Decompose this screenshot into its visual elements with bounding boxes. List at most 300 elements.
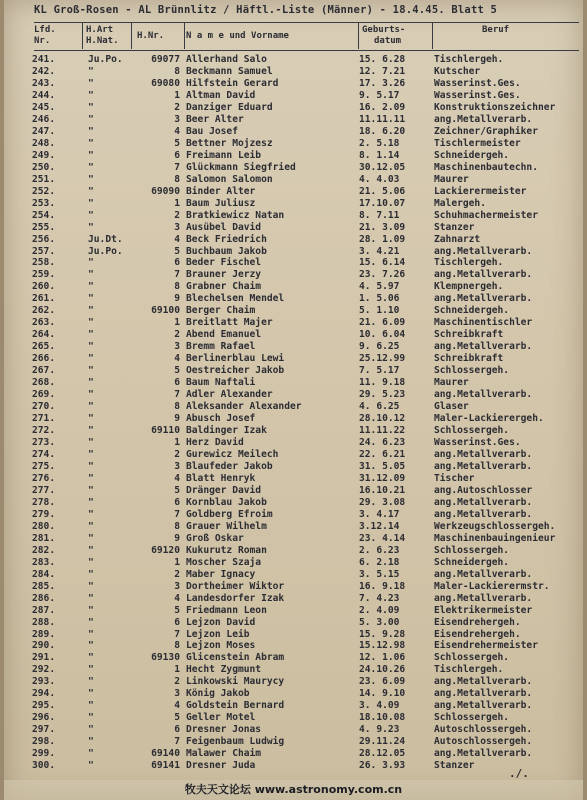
birth-date: 3. 4.09 xyxy=(359,700,400,712)
table-row xyxy=(4,533,583,545)
prisoner-name: Freimann Leib xyxy=(186,149,262,161)
occupation: Glaser xyxy=(434,401,469,413)
prisoner-name: Goldstein Bernard xyxy=(186,700,285,712)
row-number: 283. xyxy=(32,556,56,568)
prisoner-number: 3 xyxy=(174,688,180,700)
prisoner-name: Grabner Chaim xyxy=(186,281,262,293)
row-number: 289. xyxy=(32,628,56,640)
prisoner-name: König Jakob xyxy=(186,688,250,700)
row-number: 269. xyxy=(32,389,56,401)
prisoner-number: 69120 xyxy=(151,544,180,556)
row-number: 252. xyxy=(32,185,56,197)
prisoner-category: " xyxy=(88,77,94,89)
prisoner-number: 5 xyxy=(174,484,180,496)
prisoner-number: 6 xyxy=(174,149,180,161)
prisoner-name: Goldberg Efroim xyxy=(186,508,273,520)
birth-date: 9. 5.17 xyxy=(359,89,400,101)
row-number: 246. xyxy=(32,113,56,125)
prisoner-name: Hecht Zygmunt xyxy=(186,664,262,676)
birth-date: 11.11.11 xyxy=(359,113,406,125)
birth-date: 30.12.05 xyxy=(359,161,406,173)
prisoner-category: " xyxy=(88,712,94,724)
row-number: 267. xyxy=(32,365,56,377)
table-row xyxy=(4,640,583,652)
birth-date: 31. 5.05 xyxy=(359,460,406,472)
header-bottom-rule xyxy=(34,50,579,51)
occupation: Tischer xyxy=(434,472,475,484)
row-number: 280. xyxy=(32,520,56,532)
prisoner-name: Glückmann Siegfried xyxy=(186,161,296,173)
row-number: 261. xyxy=(32,293,56,305)
prisoner-category: " xyxy=(88,544,94,556)
col-art-line2: H.Nat. xyxy=(86,36,119,46)
prisoner-number: 6 xyxy=(174,724,180,736)
row-number: 258. xyxy=(32,257,56,269)
row-number: 255. xyxy=(32,221,56,233)
prisoner-name: Hilfstein Gerard xyxy=(186,77,279,89)
prisoner-category: " xyxy=(88,341,94,353)
birth-date: 18. 6.20 xyxy=(359,125,406,137)
birth-date: 18.10.08 xyxy=(359,712,406,724)
birth-date: 26. 3.93 xyxy=(359,760,406,772)
table-row xyxy=(4,724,583,736)
prisoner-category: Ju.Po. xyxy=(88,245,123,257)
prisoner-name: Linkowski Maurycy xyxy=(186,676,285,688)
prisoner-category: " xyxy=(88,209,94,221)
row-number: 247. xyxy=(32,125,56,137)
birth-date: 25.12.99 xyxy=(359,353,406,365)
prisoner-name: Dortheimer Wiktor xyxy=(186,580,285,592)
prisoner-name: Breitlatt Majer xyxy=(186,317,273,329)
birth-date: 16.10.21 xyxy=(359,484,406,496)
table-row xyxy=(4,138,583,150)
prisoner-category: " xyxy=(88,113,94,125)
prisoner-category: " xyxy=(88,317,94,329)
prisoner-category: " xyxy=(88,65,94,77)
prisoner-number: 6 xyxy=(174,496,180,508)
col-date-line1: Geburts- xyxy=(362,25,406,35)
table-row xyxy=(4,317,583,329)
table-row xyxy=(4,676,583,688)
prisoner-name: Buchbaum Jakob xyxy=(186,245,267,257)
table-row xyxy=(4,281,583,293)
prisoner-category: " xyxy=(88,281,94,293)
birth-date: 6. 2.18 xyxy=(359,556,400,568)
birth-date: 28. 1.09 xyxy=(359,233,406,245)
prisoner-category: " xyxy=(88,556,94,568)
prisoner-category: " xyxy=(88,604,94,616)
prisoner-category: Ju.Po. xyxy=(88,54,123,65)
occupation: Werkzeugschlossergeh. xyxy=(434,520,556,532)
table-row xyxy=(4,473,583,485)
prisoner-category: " xyxy=(88,401,94,413)
col-nr-line2: Nr. xyxy=(34,36,51,46)
table-row xyxy=(4,329,583,341)
occupation: Schlossergeh. xyxy=(434,544,510,556)
table-row xyxy=(4,629,583,641)
prisoner-category: " xyxy=(88,413,94,425)
col-name: N a m e und Vorname xyxy=(186,31,289,41)
prisoner-number: 8 xyxy=(174,65,180,77)
birth-date: 9. 6.25 xyxy=(359,341,400,353)
table-row xyxy=(4,102,583,114)
table-row xyxy=(4,569,583,581)
occupation: Malergeh. xyxy=(434,197,486,209)
prisoner-name: Dränger David xyxy=(186,484,262,496)
table-row xyxy=(4,389,583,401)
occupation: ang.Metallverarb. xyxy=(434,508,533,520)
table-row xyxy=(4,246,583,258)
occupation: Lackierermeister xyxy=(434,185,527,197)
prisoner-number: 9 xyxy=(174,293,180,305)
row-number: 288. xyxy=(32,616,56,628)
row-number: 292. xyxy=(32,664,56,676)
prisoner-category: " xyxy=(88,472,94,484)
table-row xyxy=(4,174,583,186)
prisoner-number: 69100 xyxy=(151,305,180,317)
table-row xyxy=(4,257,583,269)
row-number: 257. xyxy=(32,245,56,257)
row-number: 253. xyxy=(32,197,56,209)
table-row xyxy=(4,66,583,78)
occupation: Tischlergeh. xyxy=(434,664,504,676)
occupation: Schneidergeh. xyxy=(434,149,510,161)
row-number: 243. xyxy=(32,77,56,89)
prisoner-number: 69130 xyxy=(151,652,180,664)
prisoner-number: 1 xyxy=(174,556,180,568)
birth-date: 23. 4.14 xyxy=(359,532,406,544)
table-row xyxy=(4,198,583,210)
prisoner-name: Ausübel David xyxy=(186,221,262,233)
row-number: 284. xyxy=(32,568,56,580)
table-row xyxy=(4,293,583,305)
prisoner-category: " xyxy=(88,221,94,233)
prisoner-number: 5 xyxy=(174,137,180,149)
col-knr: H.Nr. xyxy=(137,31,165,41)
occupation: ang.Metallverarb. xyxy=(434,389,533,401)
prisoner-name: Geller Motel xyxy=(186,712,256,724)
prisoner-category: " xyxy=(88,389,94,401)
row-number: 278. xyxy=(32,496,56,508)
prisoner-list xyxy=(4,54,583,772)
prisoner-category: " xyxy=(88,305,94,317)
prisoner-category: " xyxy=(88,329,94,341)
occupation: Autoschlossergeh. xyxy=(434,736,533,748)
occupation: ang.Metallverarb. xyxy=(434,568,533,580)
occupation: ang.Metallverarb. xyxy=(434,748,533,760)
col-divider xyxy=(432,23,433,49)
table-row xyxy=(4,162,583,174)
prisoner-name: Bettner Mojzesz xyxy=(186,137,273,149)
prisoner-number: 2 xyxy=(174,209,180,221)
row-number: 296. xyxy=(32,712,56,724)
prisoner-number: 4 xyxy=(174,472,180,484)
birth-date: 15. 6.14 xyxy=(359,257,406,269)
occupation: Wasserinst.Ges. xyxy=(434,77,521,89)
prisoner-number: 1 xyxy=(174,89,180,101)
prisoner-number: 4 xyxy=(174,592,180,604)
prisoner-category: " xyxy=(88,460,94,472)
prisoner-name: Baldinger Izak xyxy=(186,425,267,437)
occupation: Stanzer xyxy=(434,221,475,233)
table-row xyxy=(4,652,583,664)
row-number: 260. xyxy=(32,281,56,293)
row-number: 254. xyxy=(32,209,56,221)
prisoner-category: " xyxy=(88,425,94,437)
row-number: 297. xyxy=(32,724,56,736)
occupation: Maurer xyxy=(434,173,469,185)
prisoner-category: " xyxy=(88,532,94,544)
birth-date: 3. 5.15 xyxy=(359,568,400,580)
prisoner-name: Bau Josef xyxy=(186,125,238,137)
occupation: Schneidergeh. xyxy=(434,556,510,568)
prisoner-number: 5 xyxy=(174,604,180,616)
prisoner-name: Kukurutz Roman xyxy=(186,544,267,556)
occupation: Stanzer xyxy=(434,760,475,772)
prisoner-name: Lejzon Moses xyxy=(186,640,256,652)
prisoner-name: Abend Emanuel xyxy=(186,329,262,341)
table-row xyxy=(4,126,583,138)
table-row xyxy=(4,497,583,509)
birth-date: 4. 9.23 xyxy=(359,724,400,736)
prisoner-category: " xyxy=(88,700,94,712)
prisoner-name: Binder Alter xyxy=(186,185,256,197)
occupation: Tischlergeh. xyxy=(434,54,504,65)
prisoner-name: Groß Oskar xyxy=(186,532,244,544)
birth-date: 22. 6.21 xyxy=(359,448,406,460)
occupation: Schlossergeh. xyxy=(434,425,510,437)
prisoner-category: " xyxy=(88,161,94,173)
prisoner-name: Abusch Josef xyxy=(186,413,256,425)
table-row xyxy=(4,748,583,760)
prisoner-category: " xyxy=(88,664,94,676)
row-number: 290. xyxy=(32,640,56,652)
prisoner-category: " xyxy=(88,437,94,448)
row-number: 282. xyxy=(32,544,56,556)
prisoner-name: Moscher Szaja xyxy=(186,556,262,568)
occupation: Tischlermeister xyxy=(434,137,521,149)
table-row xyxy=(4,485,583,497)
table-row xyxy=(4,557,583,569)
prisoner-name: Friedmann Leon xyxy=(186,604,267,616)
prisoner-number: 3 xyxy=(174,221,180,233)
table-row xyxy=(4,222,583,234)
prisoner-number: 7 xyxy=(174,161,180,173)
table-row xyxy=(4,437,583,449)
prisoner-number: 4 xyxy=(174,353,180,365)
row-number: 244. xyxy=(32,89,56,101)
birth-date: 3. 4.21 xyxy=(359,245,400,257)
prisoner-number: 5 xyxy=(174,712,180,724)
prisoner-number: 7 xyxy=(174,269,180,281)
row-number: 271. xyxy=(32,413,56,425)
row-number: 298. xyxy=(32,736,56,748)
prisoner-category: " xyxy=(88,101,94,113)
prisoner-number: 2 xyxy=(174,676,180,688)
prisoner-name: Dresner Juda xyxy=(186,760,256,772)
row-number: 273. xyxy=(32,437,56,448)
prisoner-number: 3 xyxy=(174,341,180,353)
birth-date: 21. 3.09 xyxy=(359,221,406,233)
prisoner-number: 69077 xyxy=(151,54,180,65)
birth-date: 4. 6.25 xyxy=(359,401,400,413)
document-header: KL Groß-Rosen - AL Brünnlitz / Häftl.-Liste (Männer) - 18.4.45. Blatt 5 xyxy=(34,4,498,16)
occupation: ang.Metallverarb. xyxy=(434,113,533,125)
birth-date: 16. 2.09 xyxy=(359,101,406,113)
prisoner-category: " xyxy=(88,520,94,532)
prisoner-name: Blatt Henryk xyxy=(186,472,256,484)
prisoner-name: Berger Chaim xyxy=(186,305,256,317)
row-number: 242. xyxy=(32,65,56,77)
birth-date: 5. 1.10 xyxy=(359,305,400,317)
birth-date: 29. 3.08 xyxy=(359,496,406,508)
prisoner-category: " xyxy=(88,496,94,508)
prisoner-name: Landesdorfer Izak xyxy=(186,592,285,604)
occupation: ang.Metallverarb. xyxy=(434,245,533,257)
prisoner-name: Danziger Eduard xyxy=(186,101,273,113)
prisoner-name: Lejzon Leib xyxy=(186,628,250,640)
prisoner-category: " xyxy=(88,616,94,628)
row-number: 286. xyxy=(32,592,56,604)
row-number: 277. xyxy=(32,484,56,496)
prisoner-name: Beckmann Samuel xyxy=(186,65,273,77)
prisoner-number: 1 xyxy=(174,664,180,676)
column-headers xyxy=(4,23,583,49)
occupation: Maurer xyxy=(434,377,469,389)
prisoner-number: 5 xyxy=(174,245,180,257)
prisoner-number: 69141 xyxy=(151,760,180,772)
prisoner-name: Baum Naftali xyxy=(186,377,256,389)
prisoner-category: " xyxy=(88,628,94,640)
table-row xyxy=(4,617,583,629)
occupation: Tischlergeh. xyxy=(434,257,504,269)
row-number: 293. xyxy=(32,676,56,688)
prisoner-category: " xyxy=(88,748,94,760)
prisoner-number: 4 xyxy=(174,700,180,712)
table-row xyxy=(4,186,583,198)
prisoner-number: 3 xyxy=(174,460,180,472)
prisoner-number: 2 xyxy=(174,448,180,460)
prisoner-name: Kornblau Jakob xyxy=(186,496,267,508)
birth-date: 28.12.05 xyxy=(359,748,406,760)
table-row xyxy=(4,509,583,521)
prisoner-number: 7 xyxy=(174,389,180,401)
row-number: 295. xyxy=(32,700,56,712)
prisoner-number: 69140 xyxy=(151,748,180,760)
table-row xyxy=(4,449,583,461)
prisoner-number: 2 xyxy=(174,568,180,580)
occupation: Schneidergeh. xyxy=(434,305,510,317)
row-number: 250. xyxy=(32,161,56,173)
prisoner-number: 69090 xyxy=(151,185,180,197)
occupation: ang.Metallverarb. xyxy=(434,341,533,353)
row-number: 256. xyxy=(32,233,56,245)
prisoner-number: 8 xyxy=(174,640,180,652)
table-row xyxy=(4,700,583,712)
prisoner-category: " xyxy=(88,724,94,736)
birth-date: 11. 9.18 xyxy=(359,377,406,389)
row-number: 281. xyxy=(32,532,56,544)
prisoner-category: " xyxy=(88,365,94,377)
row-number: 299. xyxy=(32,748,56,760)
row-number: 245. xyxy=(32,101,56,113)
birth-date: 24. 6.23 xyxy=(359,437,406,448)
occupation: Konstruktionszeichner xyxy=(434,101,556,113)
table-row xyxy=(4,114,583,126)
prisoner-name: Altman David xyxy=(186,89,256,101)
occupation: Wasserinst.Ges. xyxy=(434,437,521,448)
prisoner-category: " xyxy=(88,125,94,137)
prisoner-number: 8 xyxy=(174,401,180,413)
table-row xyxy=(4,401,583,413)
birth-date: 31.12.09 xyxy=(359,472,406,484)
birth-date: 8. 7.11 xyxy=(359,209,400,221)
col-divider xyxy=(358,23,359,49)
table-row xyxy=(4,365,583,377)
prisoner-name: Salomon Salomon xyxy=(186,173,273,185)
prisoner-number: 1 xyxy=(174,437,180,448)
occupation: Eisendrehermeister xyxy=(434,640,538,652)
occupation: Eisendrehergeh. xyxy=(434,628,521,640)
prisoner-number: 7 xyxy=(174,628,180,640)
birth-date: 4. 4.03 xyxy=(359,173,400,185)
prisoner-number: 5 xyxy=(174,365,180,377)
continuation-mark: ./. xyxy=(509,767,529,780)
prisoner-category: " xyxy=(88,640,94,652)
prisoner-number: 3 xyxy=(174,580,180,592)
birth-date: 28.10.12 xyxy=(359,413,406,425)
prisoner-category: " xyxy=(88,580,94,592)
birth-date: 16. 9.18 xyxy=(359,580,406,592)
birth-date: 10. 6.04 xyxy=(359,329,406,341)
col-job: Beruf xyxy=(482,25,510,35)
occupation: Maschinenbauingenieur xyxy=(434,532,556,544)
prisoner-category: " xyxy=(88,568,94,580)
occupation: ang.Metallverarb. xyxy=(434,688,533,700)
row-number: 264. xyxy=(32,329,56,341)
prisoner-category: " xyxy=(88,484,94,496)
birth-date: 17.10.07 xyxy=(359,197,406,209)
prisoner-name: Feigenbaum Ludwig xyxy=(186,736,285,748)
occupation: Maschinenbautechn. xyxy=(434,161,538,173)
prisoner-name: Bratkiewicz Natan xyxy=(186,209,285,221)
prisoner-name: Bremm Rafael xyxy=(186,341,256,353)
occupation: ang.Metallverarb. xyxy=(434,448,533,460)
col-divider xyxy=(131,23,132,49)
prisoner-name: Dresner Jonas xyxy=(186,724,262,736)
prisoner-name: Beck Friedrich xyxy=(186,233,267,245)
table-row xyxy=(4,461,583,473)
birth-date: 15. 6.28 xyxy=(359,54,406,65)
prisoner-category: " xyxy=(88,688,94,700)
row-number: 241. xyxy=(32,54,56,65)
prisoner-number: 8 xyxy=(174,173,180,185)
birth-date: 2. 5.18 xyxy=(359,137,400,149)
prisoner-number: 9 xyxy=(174,413,180,425)
prisoner-number: 4 xyxy=(174,233,180,245)
prisoner-number: 7 xyxy=(174,508,180,520)
occupation: Zahnarzt xyxy=(434,233,481,245)
occupation: Maschinentischler xyxy=(434,317,533,329)
prisoner-number: 3 xyxy=(174,113,180,125)
birth-date: 8. 1.14 xyxy=(359,149,400,161)
prisoner-name: Grauer Wilhelm xyxy=(186,520,267,532)
birth-date: 1. 5.06 xyxy=(359,293,400,305)
prisoner-category: " xyxy=(88,353,94,365)
col-nr-line1: Lfd. xyxy=(34,25,56,35)
prisoner-number: 7 xyxy=(174,736,180,748)
occupation: Wasserinst.Ges. xyxy=(434,89,521,101)
